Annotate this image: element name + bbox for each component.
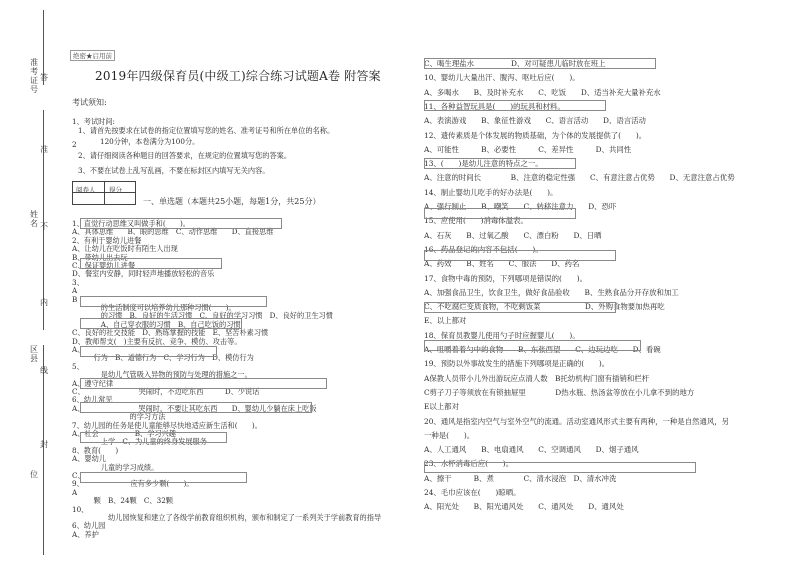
question-line: B、带幼儿出去玩: [72, 252, 128, 262]
question-line: C、: [72, 471, 85, 480]
question-line: 是幼儿气管吸入异物的预防与处理的措施之一。: [72, 370, 252, 380]
notice-time: 1、考试时间:: [72, 117, 115, 126]
question-line: A、注意的时间长 B、注意的稳定性强 C、有意注意占优势 D、无意注意占优势: [424, 173, 735, 183]
question-line: A、阳光处 B、阳光通风处 C、通风处 D、通风处: [424, 502, 624, 512]
scan-frame: [80, 346, 217, 357]
score-box-divider: [104, 182, 105, 204]
question-line: 19、预防以外事故发生的措施下列哪项是正确的( )。: [424, 359, 610, 369]
question-line: A: [72, 487, 78, 497]
question-line: 12、遗传素质是个体发展的物质基础，为个体的发展提供了( )。: [424, 130, 647, 140]
question-line: 13、( )是幼儿注意的特点之一。: [424, 159, 543, 169]
question-line: D、教师帮支( )主要有反抗、竞争、模仿、攻击等。: [72, 336, 242, 346]
question-line: 10、: [72, 504, 89, 514]
binding-mark: 线: [40, 366, 48, 375]
scan-frame: [424, 250, 616, 261]
question-line: E以上都对: [424, 402, 459, 412]
document-title: 2019年四级保育员(中级工)综合练习试题A卷 附答案: [95, 69, 381, 83]
question-line: E、以上都对: [424, 316, 467, 326]
question-line: 5、: [72, 361, 84, 371]
notice-time-detail: 120分钟，本卷满分为100分。: [100, 137, 200, 146]
question-line: 7、幼儿园的任务是使儿童能够尽快地适应新生活和( )。: [72, 420, 262, 430]
binding-label-seat: 位: [30, 470, 38, 479]
question-line: 17、食物中毒的预防，下列哪项是错误的( )。: [424, 273, 587, 283]
section-heading: 一、单选题（本题共25小题，每题1分，共25分）: [143, 197, 321, 206]
question-line: 20、通风是指室内空气与室外空气的流通。活动室通风形式主要有两种，一种是自然通风，另: [424, 416, 730, 426]
question-line: A、人工通风 B、电扇通风 C、空调通风 D、烟子通风: [424, 445, 639, 455]
scan-frame: [80, 378, 327, 389]
scan-frame: [80, 258, 222, 269]
question-line: 的习惯 B、良好的生活习惯 C、良好的学习习惯 D、良好的卫生习惯: [72, 311, 333, 321]
question-line: C、良好的社交技能 D、熟练掌握的技能 E、坚苦朴素习惯: [72, 328, 269, 338]
scan-frame: [80, 296, 267, 307]
scan-frame: [424, 100, 606, 111]
binding-strip: [0, 0, 62, 565]
binding-label-exam-number: 准考证号: [30, 58, 38, 94]
question-line: 6、幼儿园: [72, 521, 106, 531]
question-line: 儿童的学习成绩。: [72, 462, 159, 472]
score-box-grader: 阅卷人: [76, 186, 96, 194]
question-line: 行为 B、道德行为 C、学习行为 D、模仿行为: [72, 353, 254, 363]
score-box: [72, 181, 136, 205]
question-line: C、不吃腐烂变质食物，不吃剩饭菜 D、外购食物要加热再吃: [424, 302, 665, 312]
scan-frame: [80, 472, 247, 483]
question-line: A、可能性 B、必要性 C、差异性 D、共同性: [424, 144, 632, 154]
binding-mark: 封: [40, 440, 48, 449]
scan-frame: [424, 302, 616, 313]
scan-frame: [424, 58, 656, 69]
question-line: A、石灰 B、过氧乙酸 C、漂白粉 D、日晒: [424, 230, 602, 240]
scan-frame: [80, 218, 282, 229]
notice-item-1: 1、请首先按要求在试卷的指定位置填写您的姓名、准考证号和所在单位的名称。: [78, 126, 335, 135]
secret-mark: 绝密★启用前: [70, 50, 115, 61]
binding-mark: 不: [40, 222, 48, 231]
question-line: A: [72, 286, 78, 296]
scan-frame: [80, 318, 242, 329]
question-line: 6、幼儿常见: [72, 395, 113, 405]
question-line: 幼儿园恢复和建立了各级学前教育组织机构，颁布和制定了一系列关于学前教育的指导: [72, 513, 382, 522]
binding-mark: 内: [40, 298, 48, 307]
notice-item-2: 2、请仔细阅读各种题目的回答要求，在规定的位置填写您的答案。: [78, 151, 292, 160]
question-line: 1、直觉行动思维又叫做手和( )。: [72, 219, 190, 228]
scan-frame: [424, 462, 696, 473]
question-line: A、强行制止 B、嘲笑 C、转移注意力 D、恐吓: [424, 202, 617, 211]
question-line: A、药效 B、姓名 C、服法 D、药名: [424, 259, 580, 269]
binding-mark: 答: [40, 73, 48, 82]
question-line: 一种是( )。: [424, 430, 475, 440]
binding-label-district: 区县: [30, 345, 38, 363]
question-line: 9、 应有多少颗( )。: [72, 479, 194, 489]
question-line: A、养护: [72, 529, 99, 539]
question-line: 8、教育( ): [72, 445, 119, 455]
question-line: 18、保育员教婴儿使用勺子时应握婴儿( )。: [424, 330, 580, 340]
binding-label-name: 姓名: [30, 210, 38, 228]
question-line: 23、水杯消毒后应( )。: [424, 459, 514, 469]
question-line: A、 哭闹时，不要让其吃东西 D、婴幼儿少躺在床上吃饭: [72, 403, 317, 413]
question-line: A、遵守纪律: [72, 378, 114, 388]
scan-frame: [424, 340, 641, 351]
question-line: 14、制止婴幼儿吃手的好办法是( )。: [424, 187, 558, 197]
question-line: 11、各种益智玩具是( )的玩具和材料。: [424, 101, 565, 111]
question-line: A保教人员带小儿外出游玩应点清人数 B托幼机构门窗有插销和栏杆: [424, 373, 650, 383]
question-line: C、喝生理盐水 D、对可疑患儿临时放在班上: [424, 59, 606, 68]
question-line: 上学 C、为儿童的终身发展服务: [72, 437, 207, 447]
question-line: A、加强食品卫生，饮食卫生，做好食品验收 B、生熟食品分开存放和加工: [424, 287, 679, 297]
notice-item-2-num: 2: [72, 140, 77, 149]
question-line: 16、药品登记的内容不包括( )。: [424, 244, 543, 254]
question-line: B: [72, 294, 78, 304]
question-line: A、多喝水 B、及时补充水 C、吃饭 D、适当补充大量补充水: [424, 87, 661, 97]
question-line: 颗 B、24颗 C、32颗: [72, 496, 173, 506]
notice-heading: 考试须知:: [72, 98, 107, 107]
question-line: 2、有利于婴幼儿进餐: [72, 235, 142, 245]
question-line: 15、应使用( )消毒体温表。: [424, 216, 528, 226]
scan-frame: [80, 402, 312, 413]
question-line: A、婴幼儿: [72, 454, 106, 464]
question-line: C、保证婴幼儿进餐: [72, 261, 136, 270]
question-line: A、: [72, 345, 85, 354]
question-line: D、餐室内安静，同时轻声地播放轻松的音乐: [72, 269, 215, 279]
question-line: C、 哭闹时，不边吃东西 D、少说话: [72, 387, 260, 396]
question-line: A、社会 B、学习兴趣: [72, 429, 176, 438]
question-line: 3、: [72, 277, 84, 287]
question-line: 24、毛巾应该在( )晾晒。: [424, 488, 521, 497]
question-line: A、表演游戏 B、象征性游戏 C、语言活动 D、语言活动: [424, 116, 646, 126]
question-line: A、具体思维 B、眼的思维 C、动作思维 D、直接思维: [72, 227, 274, 237]
binding-line: [43, 110, 44, 330]
notice-item-3: 3、不要在试卷上乱写乱画，不要在标封区内填写无关内容。: [78, 166, 270, 175]
score-box-score: 得分: [109, 186, 122, 194]
scan-frame: [80, 432, 227, 443]
question-line: 的生活制度可以培养幼儿那种习惯( )。: [72, 303, 236, 312]
question-line: 10、婴幼儿大量出汗、腹泻、呕吐后应( )。: [424, 73, 580, 83]
question-line: A、咀嚼着着勺中的食物 B、东张西望 C、边玩边吃 D、看碗: [424, 345, 661, 354]
binding-line: [43, 345, 44, 555]
binding-mark: 准: [40, 145, 48, 154]
question-line: C剪子刀子等须放在有锁抽屉里 D热水瓶、热汤盆等放在小儿拿不到的地方: [424, 387, 695, 397]
question-line: A、自己穿衣服的习惯 B、自己吃饭的习惯: [72, 319, 241, 329]
scan-frame: [424, 208, 576, 219]
scan-frame: [424, 158, 576, 169]
question-line: A、擦干 B、煮 C、清水浸泡 D、清水冲洗: [424, 473, 617, 483]
question-line: A、让幼儿在吃饭时有陌生人出现: [72, 244, 178, 254]
question-line: 的学习方法: [72, 412, 166, 422]
